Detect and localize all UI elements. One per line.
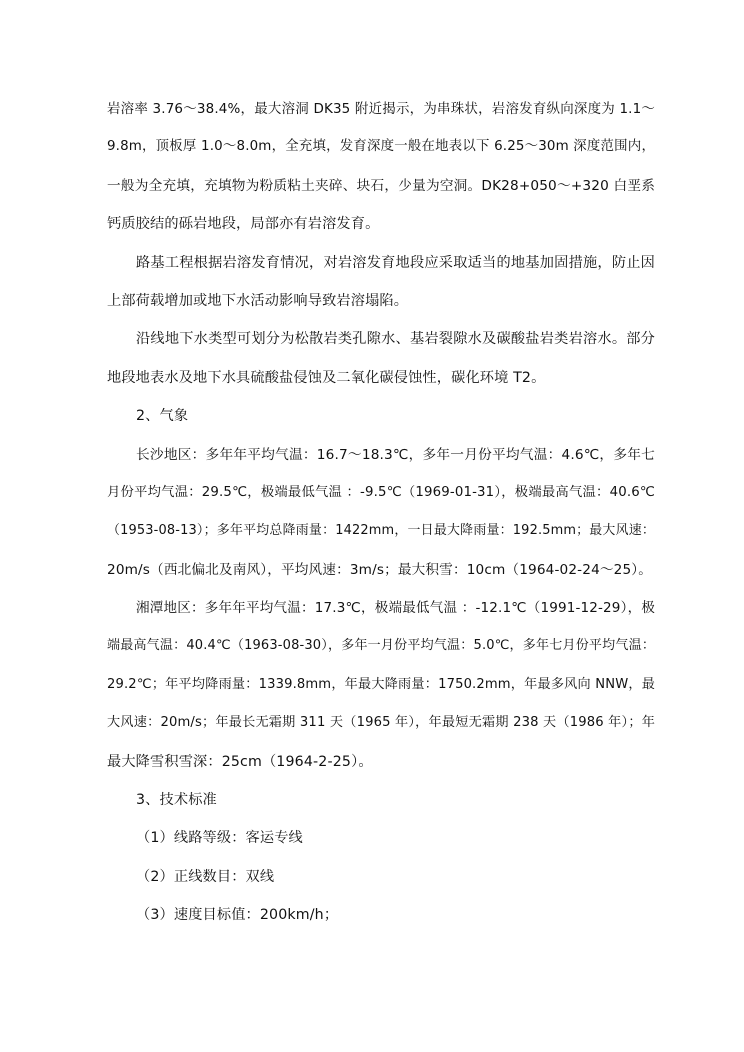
text-line: 长沙地区：多年年平均气温：16.7～18.3℃，多年一月份平均气温：4.6℃，多年七 [136,446,655,463]
text-line: 地段地表水及地下水具硫酸盐侵蚀及二氧化碳侵蚀性，碳化环境 T2。 [107,369,546,386]
section-heading-climate [107,397,655,435]
paragraph-karst-geology [107,90,655,244]
text-line: 路基工程根据岩溶发育情况，对岩溶发育地段应采取适当的地基加固措施，防止因 [136,254,655,271]
standards-list [107,819,655,934]
heading-text: 3、技术标准 [136,792,217,809]
text-line: 20m/s（西北偏北及南风），平均风速：3m/s；最大积雪：10cm（1964-02-24～25）。 [107,561,653,578]
section-heading-standards [107,781,655,819]
paragraph-subgrade-measures [107,244,655,321]
text-line: 最大降雪积雪深：25cm（1964-2-25）。 [107,753,373,770]
text-line: 29.2℃；年平均降雨量：1339.8mm，年最大降雨量：1750.2mm，年最多风向 NNW，最 [107,676,655,692]
text-line: 湘潭地区：多年年平均气温：17.3℃，极端最低气温 ：-12.1℃（1991-12-29），极 [136,600,655,617]
text-line: 岩溶率 3.76～38.4%，最大溶洞 DK35 附近揭示，为串珠状，岩溶发育纵向深度为 1.1～ [107,101,655,117]
text-line: 大风速：20m/s；年最长无霜期 311 天（1965 年），年最短无霜期 238 天（1986 年）；年 [107,715,655,731]
paragraph-groundwater [107,320,655,397]
document-body [107,90,655,935]
list-item: （3）速度目标值：200km/h； [136,907,339,924]
text-line: 9.8m，顶板厚 1.0～8.0m，全充填，发育深度一般在地表以下 6.25～30m 深度范围内， [107,139,655,155]
text-line: 上部荷载增加或地下水活动影响导致岩溶塌陷。 [107,292,409,309]
text-line: 一般为全充填，充填物为粉质粘土夹碎、块石，少量为空洞。DK28+050～+320 白垩系 [107,177,655,194]
heading-text: 2、气象 [136,408,189,425]
text-line: 沿线地下水类型可划分为松散岩类孔隙水、基岩裂隙水及碳酸盐岩类岩溶水。部分 [136,331,655,348]
list-item: （1）线路等级：客运专线 [136,830,303,847]
paragraph-changsha-climate [107,436,655,590]
text-line: 钙质胶结的砾岩地段，局部亦有岩溶发育。 [107,216,380,233]
list-item: （2）正线数目：双线 [136,868,275,885]
text-line: （1953-08-13）；多年平均总降雨量：1422mm，一日最大降雨量：192.5mm；最大风速： [107,523,655,539]
paragraph-xiangtan-climate [107,589,655,781]
text-line: 月份平均气温：29.5℃，极端最低气温 ：-9.5℃（1969-01-31），极端最高气温：40.6℃ [107,484,655,500]
text-line: 端最高气温：40.4℃（1963-08-30），多年一月份平均气温：5.0℃，多年七月份平均气温： [107,638,655,654]
